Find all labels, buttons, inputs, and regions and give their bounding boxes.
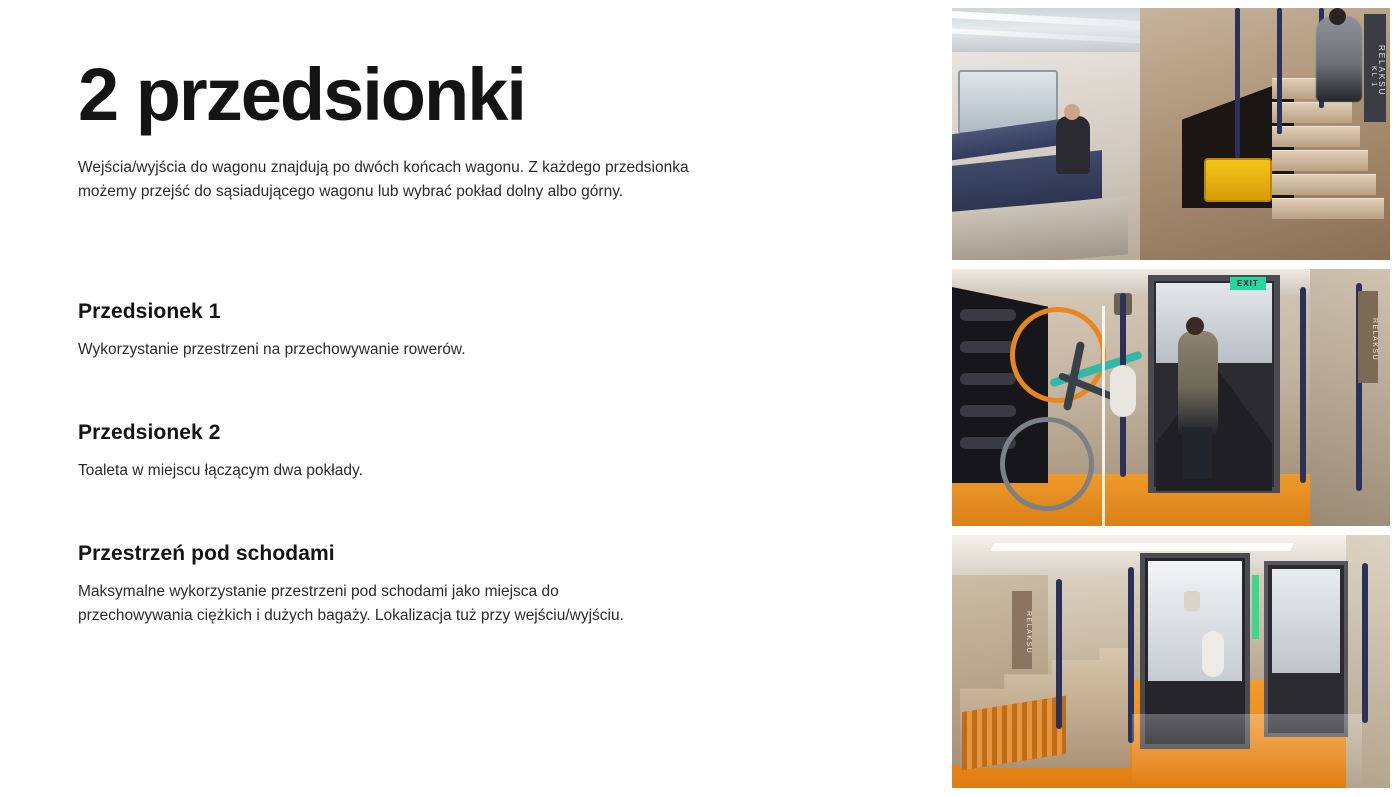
- door-handle: [1202, 631, 1224, 677]
- entry-door-glass: [1148, 561, 1242, 681]
- bike-rack-slot: [960, 373, 1016, 385]
- stair-step: [1272, 150, 1368, 171]
- intro-paragraph: Wejścia/wyjścia do wagonu znajdują po dwóch końcach wagonu. Z każdego przedsionka możemy przejść do sąsiadującego wagonu lub wybrać pokład dolny albo górny.: [78, 159, 689, 201]
- floor-guide-line: [1102, 306, 1105, 526]
- door-handle: [1110, 365, 1136, 417]
- seated-passenger-head: [1064, 104, 1080, 120]
- section-title: Przestrzeń pod schodami: [78, 541, 335, 565]
- walking-passenger: [1316, 16, 1362, 102]
- section-body: Maksymalne wykorzystanie przestrzeni pod schodami jako miejsca do przechowywania ciężkich i dużych bagaży. Lokalizacja tuż przy wejściu/wyjściu.: [78, 582, 624, 625]
- bicycle-rear-wheel: [1000, 417, 1094, 511]
- ceiling-light-strip: [990, 543, 1294, 551]
- wayfinding-sign: [1012, 591, 1032, 669]
- section-title: Przedsionek 2: [78, 420, 221, 444]
- wayfinding-sign: [1364, 14, 1386, 122]
- handrail-pole: [1277, 8, 1282, 134]
- seated-passenger: [1056, 116, 1090, 174]
- grab-pole: [1362, 563, 1368, 723]
- render-image-staircase: [952, 8, 1390, 260]
- stair-step: [1272, 174, 1376, 195]
- stair-step: [1272, 126, 1360, 147]
- handrail-pole: [1235, 8, 1240, 158]
- walking-passenger: [1178, 331, 1218, 435]
- floor-reflection: [1132, 714, 1362, 788]
- walking-passenger-head: [1186, 317, 1204, 335]
- bike-rack-slot: [960, 309, 1016, 321]
- walking-passenger-legs: [1182, 427, 1212, 479]
- toilet-pictogram-icon: [1184, 591, 1200, 611]
- yellow-suitcase: [1204, 158, 1272, 202]
- stair-step: [1272, 102, 1352, 123]
- section-body: Toaleta w miejscu łączącym dwa pokłady.: [78, 461, 363, 479]
- class-label: KL 1: [1370, 65, 1377, 89]
- section-title: Przedsionek 1: [78, 300, 221, 324]
- section-body: Wykorzystanie przestrzeni na przechowywanie rowerów.: [78, 341, 466, 359]
- walking-passenger-head: [1329, 8, 1346, 25]
- render-image-vestibule: [952, 535, 1390, 788]
- side-wall: [1310, 269, 1390, 526]
- section-przedsionek-1: [78, 300, 778, 363]
- wayfinding-sign-label: RELAKSU: [1025, 610, 1032, 655]
- text-column: [78, 53, 778, 629]
- bike-rack-slot: [960, 341, 1016, 353]
- section-przedsionek-2: [78, 421, 778, 484]
- section-przestrzen-pod-schodami: [78, 542, 778, 630]
- secondary-door-glass: [1272, 569, 1340, 673]
- exit-sign: EXIT: [1230, 277, 1266, 290]
- page-title: 2 przedsionki: [78, 53, 525, 136]
- grab-pole: [1300, 287, 1306, 483]
- door-status-indicator: [1252, 575, 1259, 639]
- render-image-bike-rack: [952, 269, 1390, 526]
- wayfinding-sign-label: RELAKSU: [1377, 45, 1386, 97]
- wayfinding-sign: [1358, 291, 1378, 383]
- wayfinding-sign-label: RELAKSU: [1371, 317, 1378, 362]
- grab-pole: [1056, 579, 1062, 729]
- bike-rack-slot: [960, 405, 1016, 417]
- render-gallery: [952, 8, 1390, 797]
- stair-step: [1272, 198, 1384, 219]
- section-list: [78, 300, 778, 629]
